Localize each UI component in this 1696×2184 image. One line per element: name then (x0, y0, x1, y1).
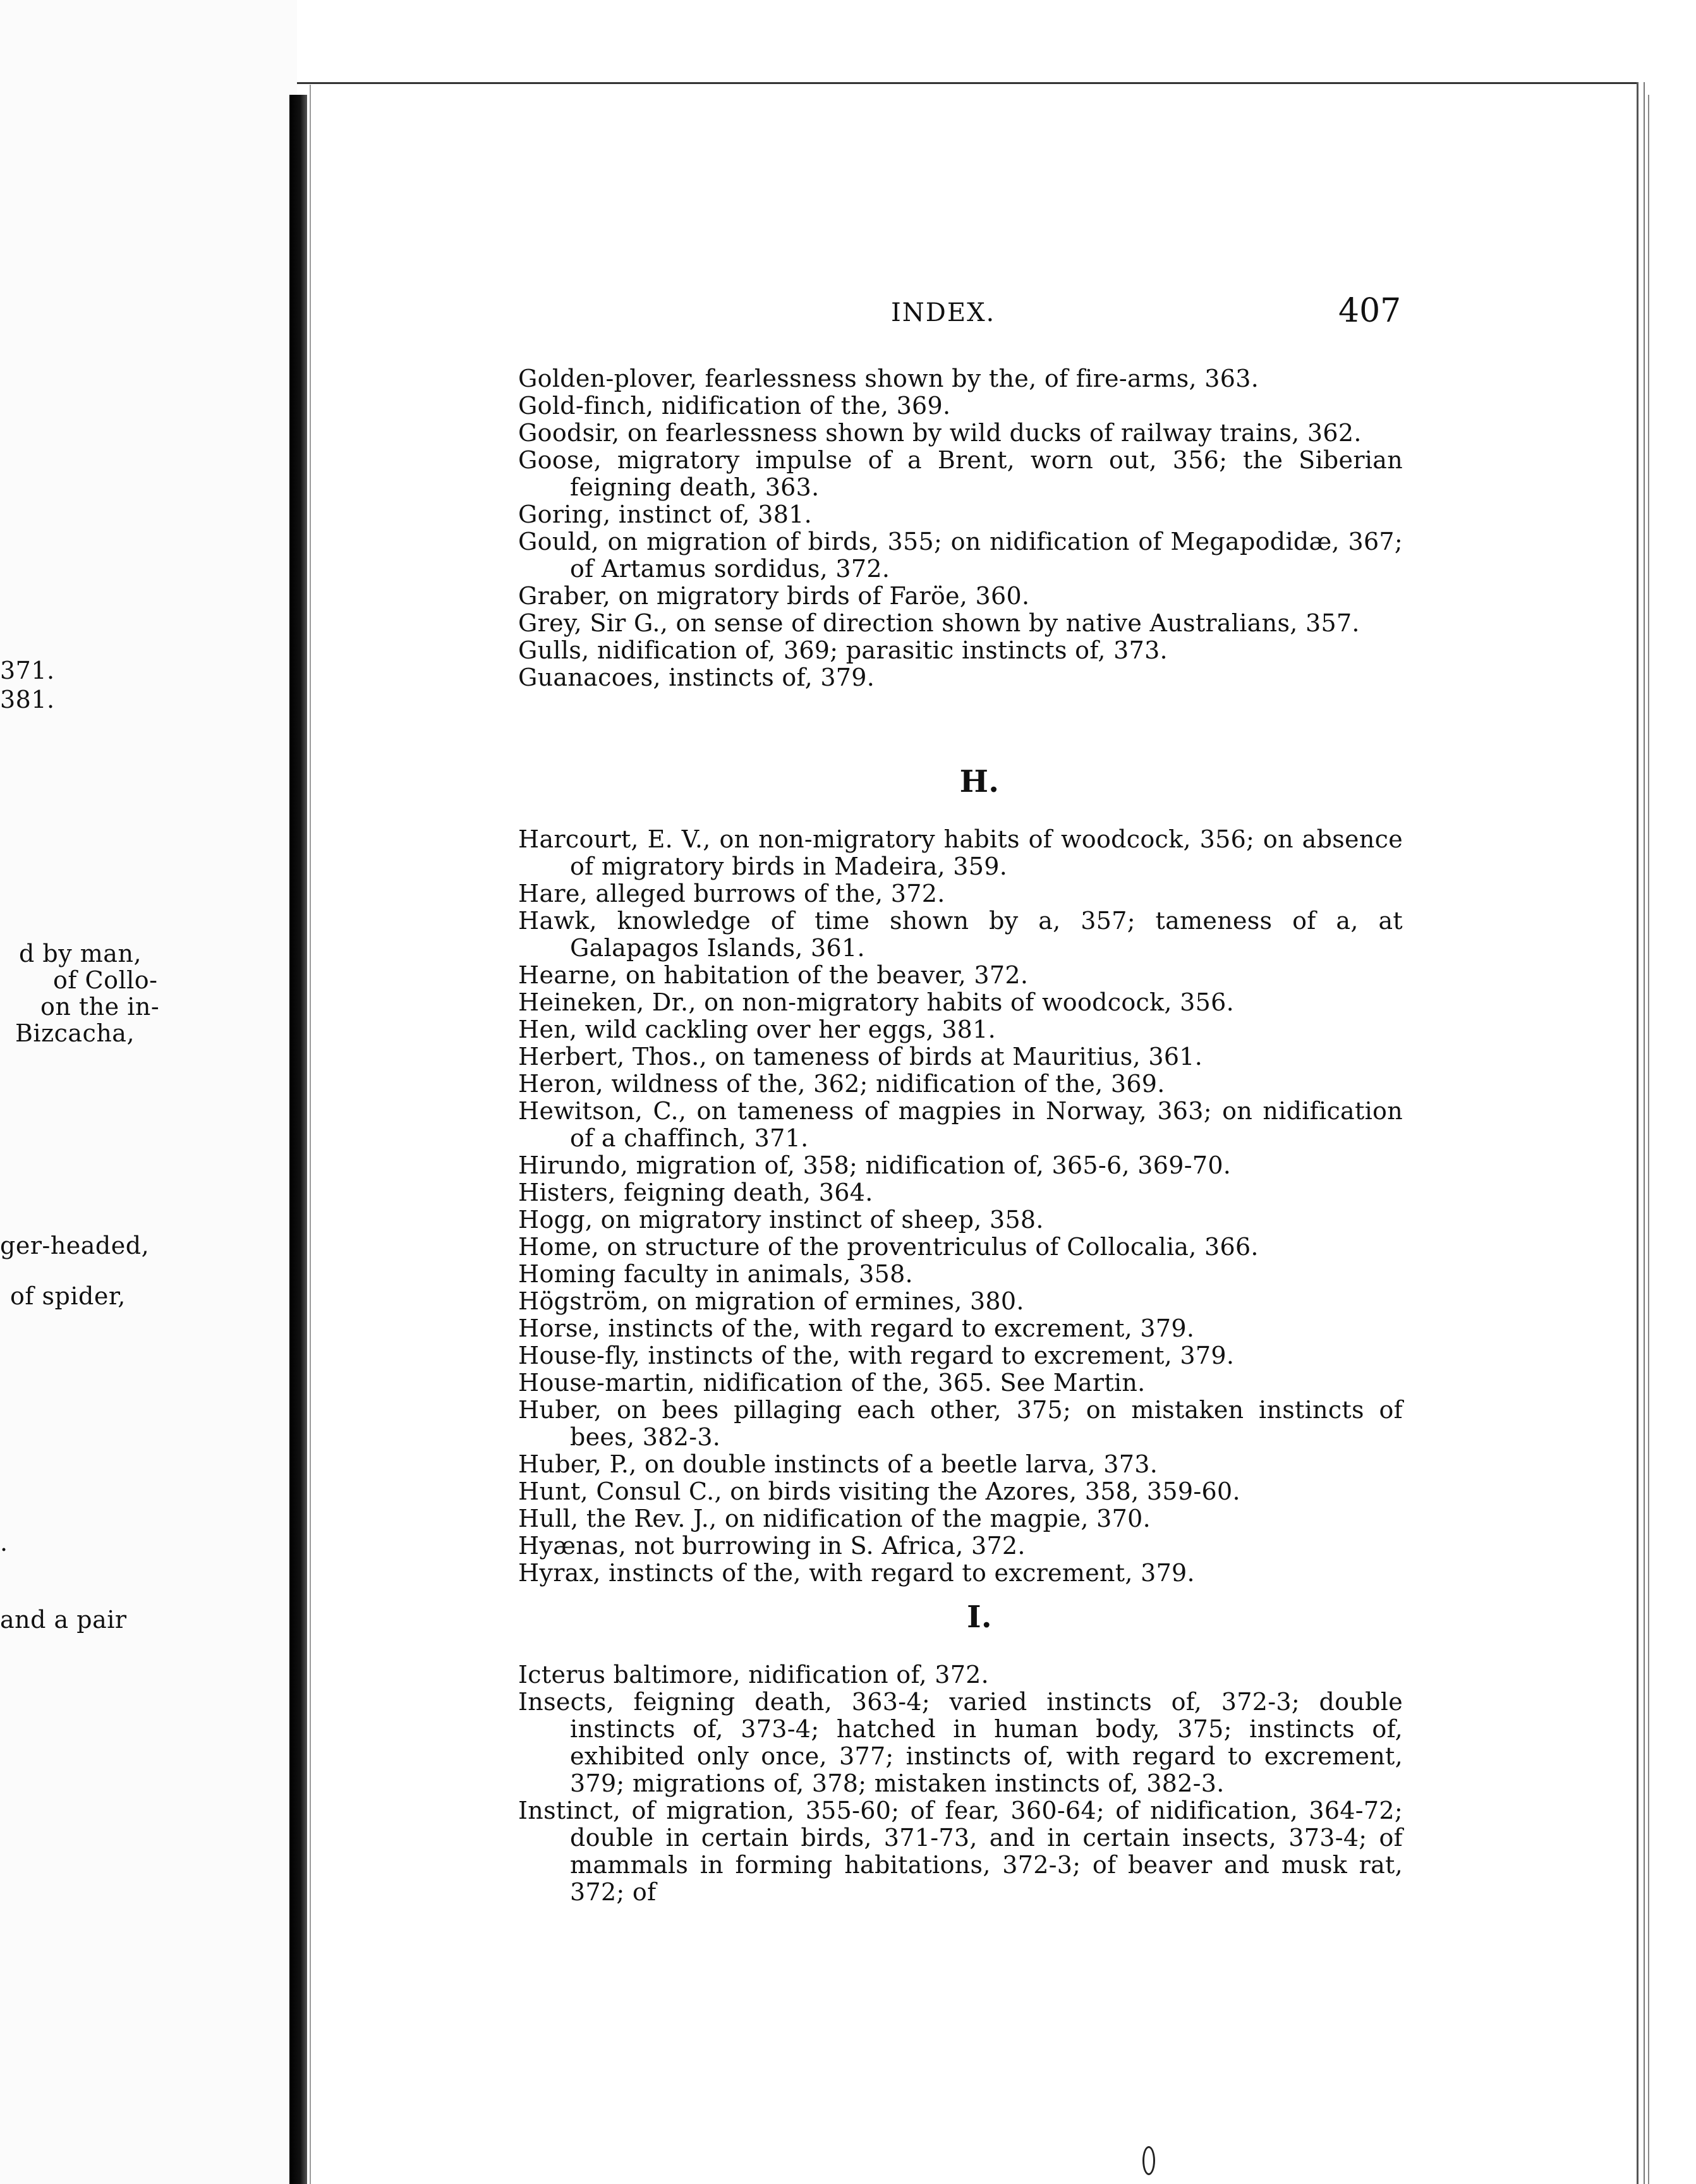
index-entry: Hewitson, C., on tameness of magpies in Norway, 363; on nidification of a chaffinch, 371. (518, 1097, 1403, 1152)
index-entry: Graber, on migratory birds of Faröe, 360. (518, 582, 1030, 610)
left-fragment: ger-headed, (0, 1232, 150, 1259)
scanner-mark (1142, 2146, 1155, 2175)
index-entry: Icterus baltimore, nidification of, 372. (518, 1661, 990, 1689)
left-fragment: d by man, (19, 940, 142, 968)
index-entry: Gulls, nidification of, 369; parasitic instincts of, 373. (518, 636, 1168, 664)
index-entry: Hyrax, instincts of the, with regard to excrement, 379. (518, 1559, 1195, 1587)
index-entry: Golden-plover, fearlessness shown by the, of fire-arms, 363. (518, 365, 1259, 392)
index-entry: House-fly, instincts of the, with regard to excrement, 379. (518, 1342, 1235, 1369)
index-entry: Hen, wild cackling over her eggs, 381. (518, 1016, 996, 1043)
left-fragment: . (0, 1529, 8, 1556)
left-fragment: of Collo- (53, 966, 158, 994)
page-edge (1637, 82, 1645, 2184)
index-entry: Goring, instinct of, 381. (518, 500, 813, 528)
index-entry: Insects, feigning death, 363-4; varied instincts of, 372-3; double instincts of, 373-4; hatched in human body, 375; instincts of, exhibited only once, 377; instincts of, with regard to excrement, 379; migrations of, 378; mistaken instincts of, 382-3. (518, 1688, 1403, 1797)
index-entry: Histers, feigning death, 364. (518, 1179, 873, 1206)
index-entry: Huber, P., on double instincts of a beetle larva, 373. (518, 1450, 1158, 1478)
page-top-edge (297, 82, 1637, 84)
index-entry: Grey, Sir G., on sense of direction shown by native Australians, 357. (518, 609, 1360, 637)
index-entry: Harcourt, E. V., on non-migratory habits of woodcock, 356; on absence of migratory birds in Madeira, 359. (518, 825, 1403, 880)
page-header (0, 292, 1696, 336)
index-section-g (518, 365, 1403, 691)
index-entry: Hull, the Rev. J., on nidification of the magpie, 370. (518, 1505, 1151, 1532)
page-edge (1648, 95, 1652, 2184)
left-fragment: on the in- (40, 993, 160, 1021)
index-entry: Huber, on bees pillaging each other, 375; on mistaken instincts of bees, 382-3. (518, 1396, 1403, 1451)
index-entry: Hunt, Consul C., on birds visiting the Azores, 358, 359-60. (518, 1477, 1240, 1505)
index-entry: Hawk, knowledge of time shown by a, 357; tameness of a, at Galapagos Islands, 361. (518, 907, 1403, 962)
index-entry: Instinct, of migration, 355-60; of fear, 360-64; of nidification, 364-72; double in certain birds, 371-73, and in certain insects, 373-4; of mammals in forming habitations, 372-3; of beaver and musk rat, 372; of (518, 1797, 1403, 1906)
index-section-i (518, 1599, 1403, 1906)
index-entry: Heineken, Dr., on non-migratory habits of woodcock, 356. (518, 988, 1234, 1016)
section-heading: H. (959, 764, 1000, 799)
index-entry: Hirundo, migration of, 358; nidification of, 365-6, 369-70. (518, 1151, 1232, 1179)
index-entry: Hyænas, not burrowing in S. Africa, 372. (518, 1532, 1026, 1560)
left-fragment: Bizcacha, (15, 1019, 135, 1047)
index-entry: Hare, alleged burrows of the, 372. (518, 880, 945, 907)
index-entry: Horse, instincts of the, with regard to excrement, 379. (518, 1314, 1195, 1342)
left-fragment: and a pair (0, 1606, 127, 1634)
index-entry: Heron, wildness of the, 362; nidification of the, 369. (518, 1070, 1165, 1098)
section-heading: I. (967, 1599, 992, 1635)
index-entry: Goose, migratory impulse of a Brent, worn out, 356; the Siberian feigning death, 363. (518, 446, 1403, 501)
index-entry: Gould, on migration of birds, 355; on nidification of Megapodidæ, 367; of Artamus sordidus, 372. (518, 528, 1403, 583)
page-number: 407 (1338, 292, 1402, 330)
index-entry: Högström, on migration of ermines, 380. (518, 1287, 1024, 1315)
index-entry: House-martin, nidification of the, 365. See Martin. (518, 1369, 1146, 1397)
index-entry: Gold-finch, nidification of the, 369. (518, 392, 951, 420)
index-entry: Guanacoes, instincts of, 379. (518, 664, 875, 691)
index-section-h (518, 764, 1403, 1587)
left-fragment: 381. (0, 686, 55, 713)
left-fragment: of spider, (10, 1282, 126, 1310)
running-head: INDEX. (891, 298, 996, 327)
index-entry: Homing faculty in animals, 358. (518, 1260, 913, 1288)
index-entry: Hogg, on migratory instinct of sheep, 358. (518, 1206, 1044, 1234)
index-entry: Herbert, Thos., on tameness of birds at Mauritius, 361. (518, 1043, 1203, 1071)
index-entry: Goodsir, on fearlessness shown by wild ducks of railway trains, 362. (518, 419, 1362, 447)
left-fragment: 371. (0, 657, 55, 684)
index-entry: Hearne, on habitation of the beaver, 372. (518, 961, 1029, 989)
book-gutter (289, 95, 307, 2184)
index-entry: Home, on structure of the proventriculus of Collocalia, 366. (518, 1233, 1259, 1261)
